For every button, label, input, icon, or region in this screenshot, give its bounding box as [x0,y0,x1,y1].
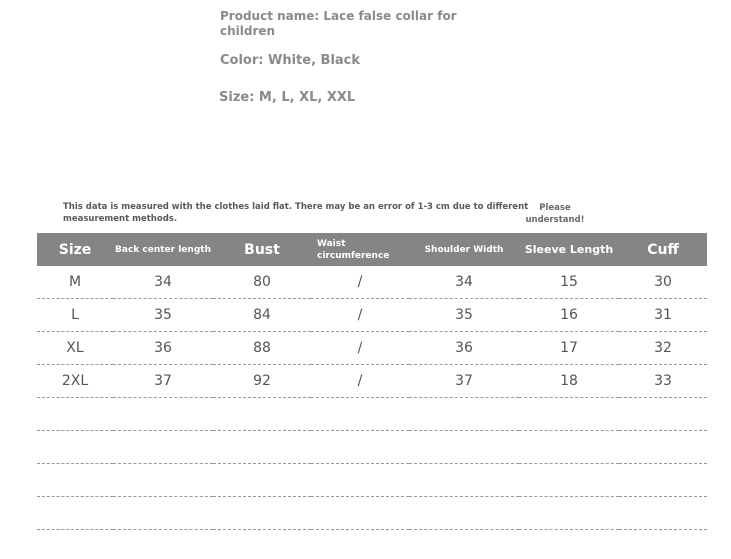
product-colors: Color: White, Black [220,53,361,68]
table-row [37,299,707,332]
table-cell-empty [311,431,409,464]
table-cell: / [311,299,409,332]
table-cell-empty [409,431,519,464]
table-cell: / [311,332,409,365]
table-cell-empty [619,497,707,530]
table-row-empty [37,431,707,464]
table-cell-empty [113,431,213,464]
table-cell-empty [519,497,619,530]
table-cell: 35 [113,299,213,332]
table-cell: 80 [213,266,311,299]
table-cell: M [37,266,113,299]
table-cell-empty [619,431,707,464]
table-cell-empty [409,464,519,497]
table-row [37,332,707,365]
table-cell-empty [37,497,113,530]
table-cell: 34 [409,266,519,299]
table-cell: 31 [619,299,707,332]
table-cell: / [311,365,409,398]
table-cell-empty [213,497,311,530]
table-cell-empty [113,398,213,431]
table-cell-empty [213,464,311,497]
table-row-empty [37,464,707,497]
header-cuff: Cuff [619,233,707,266]
table-cell-empty [213,431,311,464]
table-cell: 33 [619,365,707,398]
header-back-center-length: Back center length [113,233,213,266]
table-cell: 37 [409,365,519,398]
table-cell-empty [311,464,409,497]
table-cell-empty [311,398,409,431]
measurement-note: This data is measured with the clothes laid flat. There may be an error of 1-3 cm due to different measurement methods. [63,202,529,224]
table-cell: 2XL [37,365,113,398]
table-cell: XL [37,332,113,365]
table-cell-empty [619,464,707,497]
table-cell: 34 [113,266,213,299]
table-cell-empty [113,497,213,530]
table-cell-empty [37,398,113,431]
table-cell: 18 [519,365,619,398]
table-cell: 36 [113,332,213,365]
table-cell-empty [213,398,311,431]
table-cell: 84 [213,299,311,332]
table-cell: L [37,299,113,332]
table-row-empty [37,497,707,530]
measurement-note-aside: Please understand! [525,203,585,225]
product-sizes: Size: M, L, XL, XXL [219,90,356,105]
table-cell: 32 [619,332,707,365]
table-cell-empty [311,497,409,530]
product-name: Product name: Lace false collar for children [220,9,457,38]
table-cell: 88 [213,332,311,365]
table-cell: 30 [619,266,707,299]
table-cell: 35 [409,299,519,332]
header-sleeve-length: Sleeve Length [519,233,619,266]
table-cell-empty [619,398,707,431]
table-cell-empty [409,398,519,431]
table-row [37,365,707,398]
table-header-row [37,233,707,266]
table-cell-empty [519,464,619,497]
table-cell-empty [37,464,113,497]
table-cell: 16 [519,299,619,332]
table-cell: / [311,266,409,299]
header-shoulder-width: Shoulder Width [409,233,519,266]
table-cell: 36 [409,332,519,365]
header-bust: Bust [213,233,311,266]
table-cell-empty [409,497,519,530]
table-row-empty [37,398,707,431]
size-chart-table [37,233,707,530]
table-row [37,266,707,299]
table-cell-empty [113,464,213,497]
table-cell-empty [519,398,619,431]
header-waist: Waist circumference [311,233,409,266]
table-cell: 92 [213,365,311,398]
header-size: Size [37,233,113,266]
table-cell: 37 [113,365,213,398]
table-cell: 15 [519,266,619,299]
table-cell-empty [519,431,619,464]
table-cell: 17 [519,332,619,365]
table-cell-empty [37,431,113,464]
